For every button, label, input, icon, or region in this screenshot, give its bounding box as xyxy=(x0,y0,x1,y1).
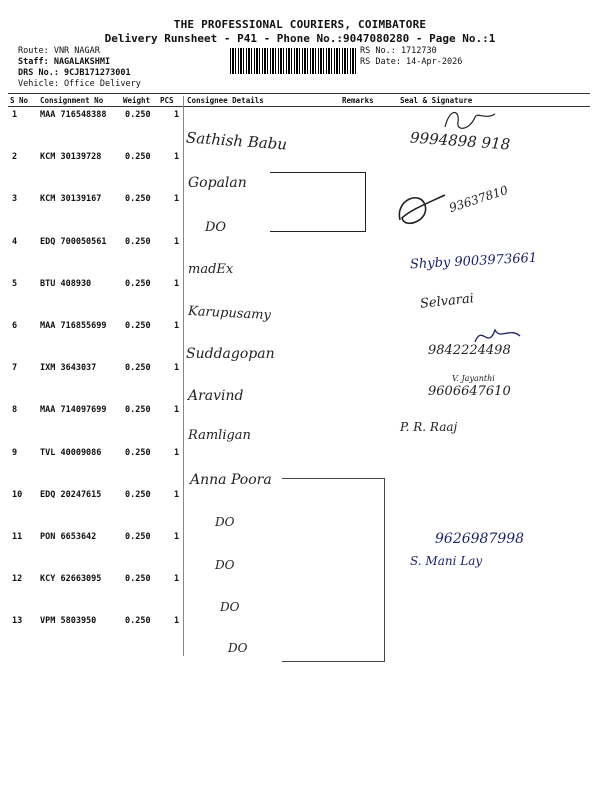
row-weight: 0.250 xyxy=(125,489,151,500)
row-pcs: 1 xyxy=(174,363,180,374)
row-pcs: 1 xyxy=(174,532,180,542)
row-consignment: VPM 5803950 xyxy=(40,616,97,627)
rs-date: RS Date: 14-Apr-2026 xyxy=(360,57,463,67)
consignee-divider xyxy=(183,96,184,656)
hw-sign-9: 9626987998 xyxy=(435,531,525,547)
row-pcs: 1 xyxy=(174,194,180,205)
hw-consignee-8: Ramligan xyxy=(188,428,251,443)
hw-sign-7: 9606647610 xyxy=(428,384,511,399)
bracket-rows-2-3 xyxy=(270,172,366,232)
meta-right xyxy=(360,46,462,68)
row-pcs: 1 xyxy=(174,236,180,247)
row-weight: 0.250 xyxy=(125,532,151,542)
document-subtitle: Delivery Runsheet - P41 - Phone No.:9047080280 - Page No.:1 xyxy=(104,32,496,45)
row-pcs: 1 xyxy=(174,447,180,458)
row-consignment: MAA 716548388 xyxy=(40,110,107,120)
row-weight: 0.250 xyxy=(125,110,151,120)
row-weight: 0.250 xyxy=(125,194,151,205)
row-sno: 10 xyxy=(12,489,23,500)
row-pcs: 1 xyxy=(174,616,180,627)
hw-consignee-6: Suddagopan xyxy=(186,346,275,362)
header-top-rule xyxy=(8,93,590,94)
hw-sign-1: 9994898 918 xyxy=(409,128,511,154)
col-pcs: PCS xyxy=(160,96,174,105)
hw-consignee-12: DO xyxy=(220,600,240,614)
staff-text: Staff: NAGALAKSHMI xyxy=(18,57,111,67)
hw-sign-3: Shyby 9003973661 xyxy=(409,250,538,273)
rs-number: RS No.: 1712730 xyxy=(360,46,437,56)
hw-consignee-11: DO xyxy=(215,558,235,572)
col-sno: S No xyxy=(10,96,29,105)
col-weight: Weight xyxy=(123,96,151,105)
hw-consignee-7: Aravind xyxy=(188,388,244,404)
row-consignment: TVL 40009086 xyxy=(40,447,102,458)
row-sno: 8 xyxy=(12,405,18,416)
row-sno: 5 xyxy=(12,278,18,289)
hw-consignee-9: Anna Poora xyxy=(190,472,272,488)
row-sno: 13 xyxy=(12,616,23,627)
col-seal: Seal & Signature xyxy=(400,96,473,105)
hw-sign-2: 93637810 xyxy=(447,182,510,216)
hw-consignee-2: Gopalan xyxy=(188,175,247,191)
hw-consignee-4: madEx xyxy=(188,262,234,277)
hw-sign-5: 9842224498 xyxy=(428,343,511,358)
row-sno: 6 xyxy=(12,321,18,331)
hw-sign-4: Selvarai xyxy=(419,291,475,312)
row-pcs: 1 xyxy=(174,574,180,585)
row-pcs: 1 xyxy=(174,278,180,289)
row-weight: 0.250 xyxy=(125,616,151,627)
row-sno: 7 xyxy=(12,363,18,374)
row-weight: 0.250 xyxy=(125,236,151,247)
row-consignment: BTU 408930 xyxy=(40,278,92,289)
row-sno: 1 xyxy=(12,110,18,120)
col-remarks: Remarks xyxy=(342,96,374,105)
vehicle-text: Vehicle: Office Delivery xyxy=(18,79,141,89)
row-consignment: PON 6653642 xyxy=(40,532,97,542)
header-bottom-rule xyxy=(8,106,590,107)
row-consignment: EDQ 20247615 xyxy=(40,489,102,500)
barcode xyxy=(230,48,356,74)
row-consignment: IXM 3643037 xyxy=(40,363,97,374)
row-consignment: EDQ 700050561 xyxy=(40,236,107,247)
hw-consignee-3: DO xyxy=(205,220,227,235)
hw-consignee-13: DO xyxy=(228,641,248,655)
row-pcs: 1 xyxy=(174,110,180,120)
row-weight: 0.250 xyxy=(125,363,151,374)
hw-sign-10: S. Mani Lay xyxy=(410,554,483,568)
row-pcs: 1 xyxy=(174,489,180,500)
row-weight: 0.250 xyxy=(125,321,151,331)
route-text: Route: VNR NAGAR xyxy=(18,46,100,56)
meta-left xyxy=(18,46,141,90)
row-pcs: 1 xyxy=(174,321,180,331)
row-consignment: MAA 714097699 xyxy=(40,405,107,416)
row-sno: 9 xyxy=(12,447,18,458)
row-sno: 12 xyxy=(12,574,23,585)
col-consignment: Consignment No xyxy=(40,96,104,105)
row-pcs: 1 xyxy=(174,405,180,416)
hw-sign-6: V. Jayanthi xyxy=(452,374,495,383)
row-consignment: KCM 30139728 xyxy=(40,152,102,163)
row-consignment: KCM 30139167 xyxy=(40,194,102,205)
bracket-rows-9-13 xyxy=(282,478,385,662)
drs-text: DRS No.: 9CJB171273001 xyxy=(18,68,131,78)
hw-consignee-1: Sathish Babu xyxy=(185,128,288,154)
document-title: THE PROFESSIONAL COURIERS, COIMBATORE xyxy=(173,18,427,31)
row-weight: 0.250 xyxy=(125,278,151,289)
col-consignee: Consignee Details xyxy=(187,96,264,105)
row-sno: 2 xyxy=(12,152,18,163)
hw-sign-8: P. R. Raaj xyxy=(400,420,458,434)
hw-consignee-5: Karupusamy xyxy=(187,303,272,324)
row-weight: 0.250 xyxy=(125,447,151,458)
row-weight: 0.250 xyxy=(125,152,151,163)
row-weight: 0.250 xyxy=(125,405,151,416)
signature-scribble-3 xyxy=(390,180,450,240)
signature-scribble-1 xyxy=(440,102,500,142)
row-consignment: KCY 62663095 xyxy=(40,574,102,585)
row-pcs: 1 xyxy=(174,152,180,163)
row-sno: 3 xyxy=(12,194,18,205)
signature-scribble-6 xyxy=(470,322,530,352)
hw-consignee-10: DO xyxy=(215,515,235,529)
row-sno: 4 xyxy=(12,236,18,247)
row-weight: 0.250 xyxy=(125,574,151,585)
row-sno: 11 xyxy=(12,532,23,542)
row-consignment: MAA 716855699 xyxy=(40,321,107,331)
